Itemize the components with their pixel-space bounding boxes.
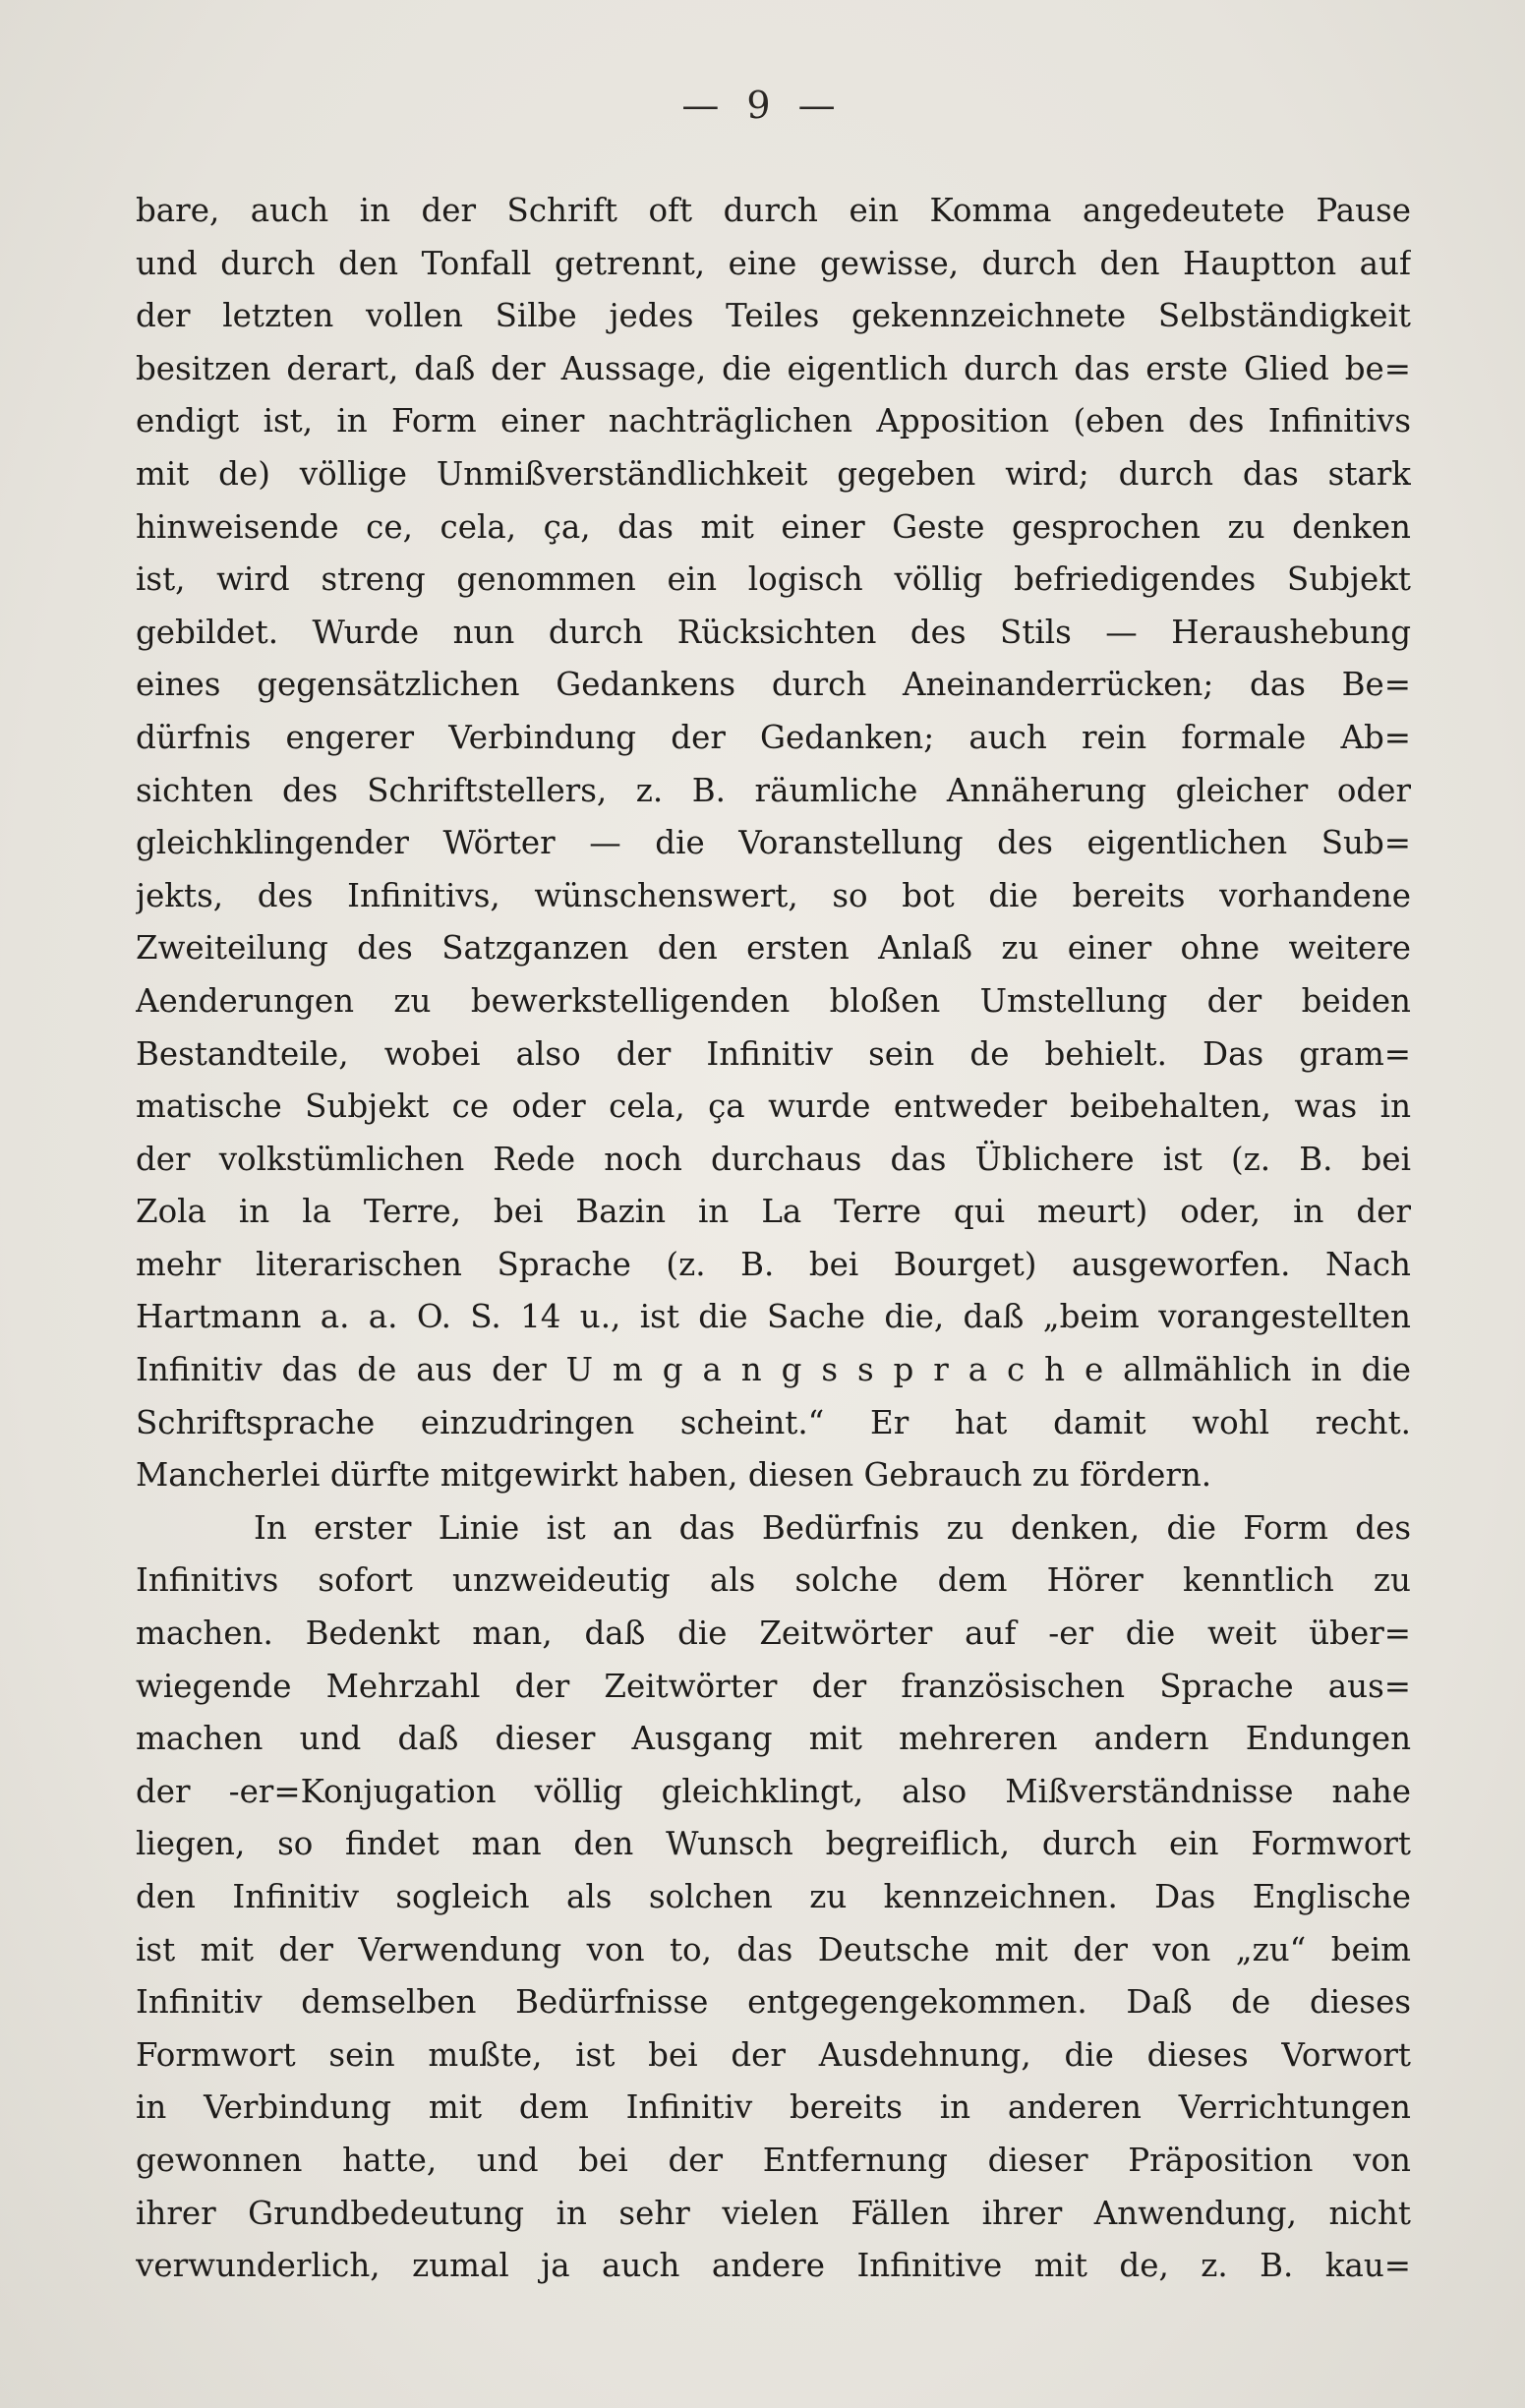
text-line: ihrer Grundbedeutung in sehr vielen Fällen ihrer Anwendung, nicht: [136, 2194, 1411, 2232]
text-line: sichten des Schriftstellers, z. B. räumliche Annäherung gleicher oder: [136, 771, 1411, 809]
text-line: wiegende Mehrzahl der Zeitwörter der französischen Sprache aus=: [136, 1667, 1411, 1705]
text-line: machen und daß dieser Ausgang mit mehreren andern Endungen: [136, 1720, 1411, 1758]
text-line: besitzen derart, daß der Aussage, die eigentlich durch das erste Glied be=: [136, 349, 1411, 387]
text-line: In erster Linie ist an das Bedürfnis zu denken, die Form des: [254, 1508, 1411, 1547]
text-line: verwunderlich, zumal ja auch andere Infinitive mit de, z. B. kau=: [136, 2247, 1411, 2285]
text-line: hinweisende ce, cela, ça, das mit einer Geste gesprochen zu denken: [136, 507, 1411, 546]
text-line: der -er=Konjugation völlig gleichklingt, also Mißverständnisse nahe: [136, 1772, 1411, 1810]
text-line: mit de) völlige Unmißverständlichkeit gegeben wird; durch das stark: [136, 454, 1411, 493]
page-number: — 9 —: [681, 84, 844, 127]
text-line: dürfnis engerer Verbindung der Gedanken; auch rein formale Ab=: [136, 718, 1411, 756]
text-line: liegen, so findet man den Wunsch begreiflich, durch ein Formwort: [136, 1825, 1411, 1863]
text-line: der letzten vollen Silbe jedes Teiles gekennzeichnete Selbständigkeit: [136, 297, 1411, 335]
text-line: Hartmann a. a. O. S. 14 u., ist die Sache die, daß „beim vorangestellten: [136, 1298, 1411, 1336]
text-line: der volkstümlichen Rede noch durchaus das Üblichere ist (z. B. bei: [136, 1140, 1411, 1178]
text-line: Mancherlei dürfte mitgewirkt haben, diesen Gebrauch zu fördern.: [136, 1456, 1212, 1495]
text-line: Aenderungen zu bewerkstelligenden bloßen Umstellung der beiden: [136, 981, 1411, 1020]
text-line: gleichklingender Wörter — die Voranstellung des eigentlichen Sub=: [136, 824, 1411, 862]
text-line: bare, auch in der Schrift oft durch ein Komma angedeutete Pause: [136, 192, 1411, 229]
text-line: matische Subjekt ce oder cela, ça wurde entweder beibehalten, was in: [136, 1087, 1411, 1126]
text-line: mehr literarischen Sprache (z. B. bei Bourget) ausgeworfen. Nach: [136, 1245, 1411, 1283]
text-line: Zola in la Terre, bei Bazin in La Terre qui meurt) oder, in der: [136, 1193, 1411, 1231]
text-line: eines gegensätzlichen Gedankens durch Aneinanderrücken; das Be=: [136, 666, 1411, 704]
text-line: in Verbindung mit dem Infinitiv bereits in anderen Verrichtungen: [136, 2088, 1411, 2127]
text-line: den Infinitiv sogleich als solchen zu kennzeichnen. Das Englische: [136, 1878, 1411, 1915]
body-text: [136, 185, 1411, 2293]
text-line: Infinitiv das de aus der U m g a n g s s p r a c h e allmählich in die: [136, 1351, 1411, 1389]
text-line: jekts, des Infinitivs, wünschenswert, so bot die bereits vorhandene: [136, 876, 1411, 914]
text-line: Zweiteilung des Satzganzen den ersten Anlaß zu einer ohne weitere: [136, 929, 1411, 968]
text-line: endigt ist, in Form einer nachträglichen Apposition (eben des Infinitivs: [136, 402, 1411, 440]
text-line: Infinitiv demselben Bedürfnisse entgegengekommen. Daß de dieses: [136, 1983, 1411, 2022]
text-line: Schriftsprache einzudringen scheint.“ Er hat damit wohl recht.: [136, 1403, 1411, 1441]
text-line: Bestandteile, wobei also der Infinitiv sein de behielt. Das gram=: [136, 1034, 1411, 1073]
text-line: ist, wird streng genommen ein logisch völlig befriedigendes Subjekt: [136, 560, 1411, 599]
text-line: und durch den Tonfall getrennt, eine gewisse, durch den Hauptton auf: [136, 244, 1411, 282]
text-line: machen. Bedenkt man, daß die Zeitwörter auf -er die weit über=: [136, 1615, 1411, 1653]
text-line: Infinitivs sofort unzweideutig als solche dem Hörer kenntlich zu: [136, 1561, 1411, 1600]
text-line: gewonnen hatte, und bei der Entfernung dieser Präposition von: [136, 2141, 1411, 2179]
text-line: ist mit der Verwendung von to, das Deutsche mit der von „zu“ beim: [136, 1930, 1411, 1968]
text-line: gebildet. Wurde nun durch Rücksichten des Stils — Heraushebung: [136, 613, 1411, 651]
text-line: Formwort sein mußte, ist bei der Ausdehnung, die dieses Vorwort: [136, 2035, 1411, 2074]
